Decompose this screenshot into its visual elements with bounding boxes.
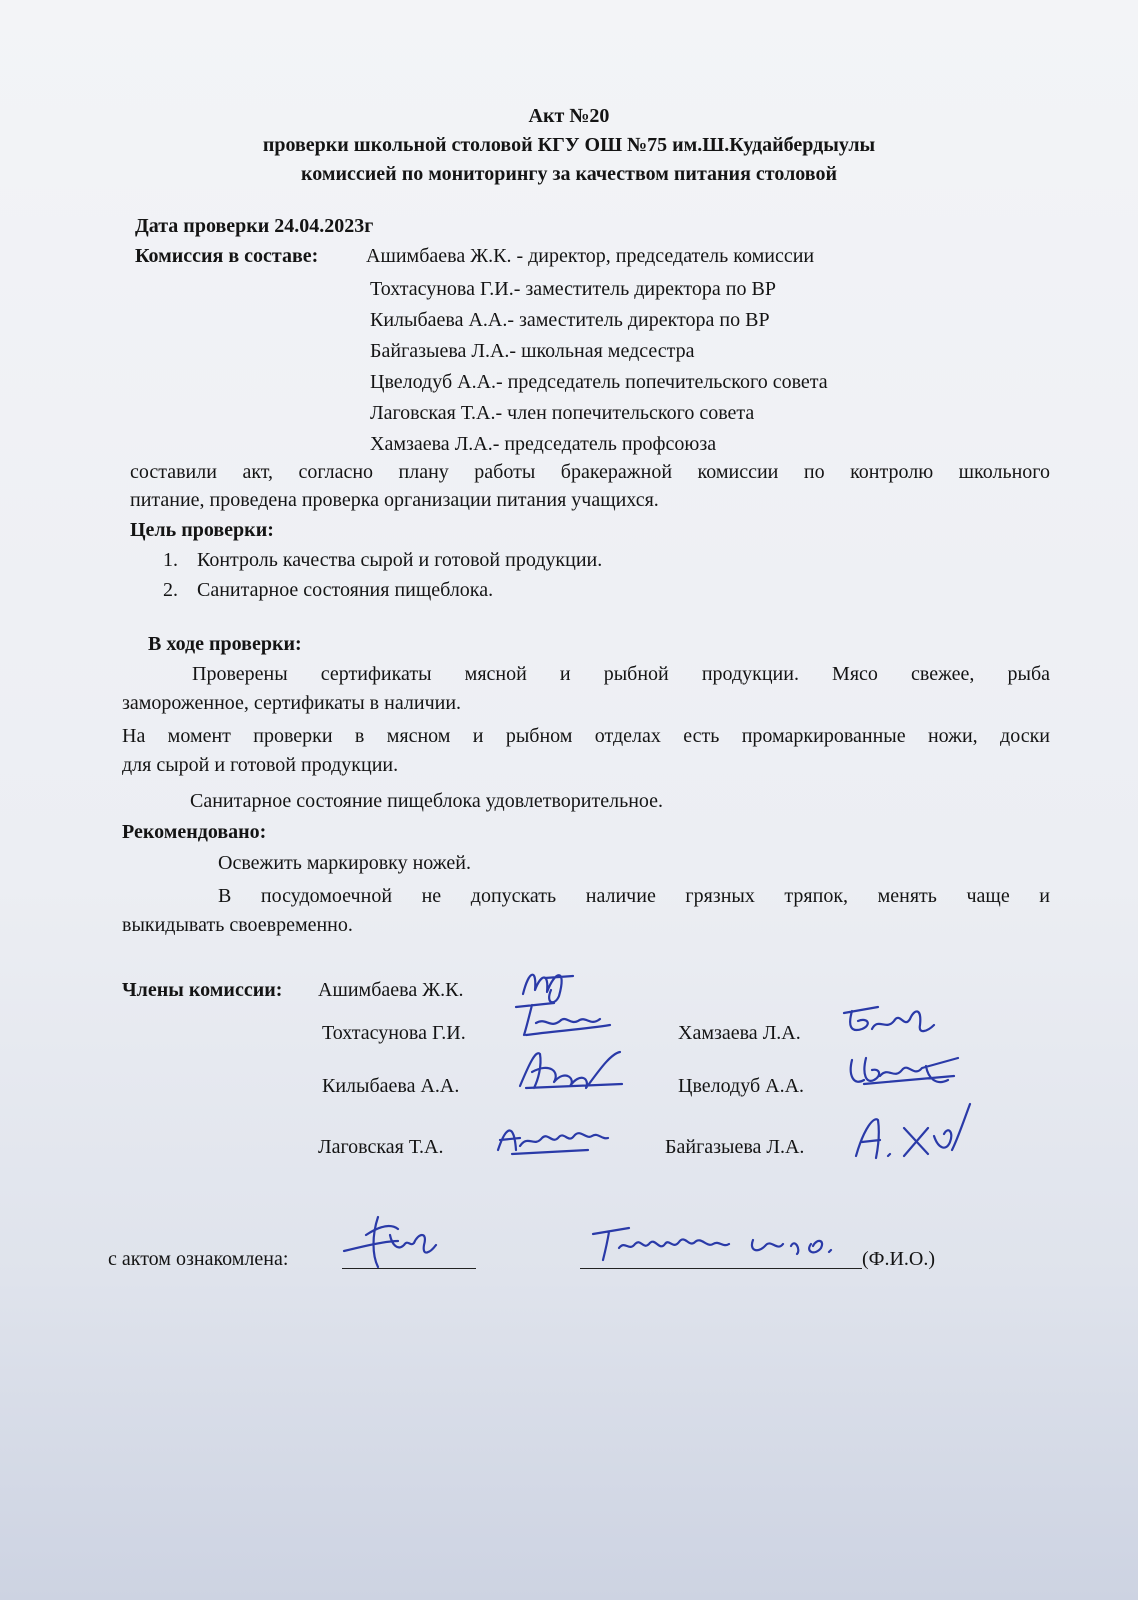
inspection-text: для сырой и готовой продукции.: [122, 754, 399, 776]
acknowledge-label: с актом ознакомлена:: [108, 1248, 289, 1270]
recommendation: выкидывать своевременно.: [122, 914, 353, 936]
signatory-name: Цвелодуб А.А.: [678, 1075, 805, 1097]
signature-mark: [838, 995, 938, 1045]
recommendation: В посудомоечной не допускать наличие грязных тряпок, менять чаще и: [218, 885, 1050, 907]
handwritten-name: [585, 1218, 855, 1270]
goal-item-number: 1.: [163, 549, 178, 571]
signature-mark: [848, 1098, 978, 1168]
commission-member: Цвелодуб А.А.- председатель попечительского совета: [370, 371, 828, 393]
inspection-text: Санитарное состояние пищеблока удовлетворительное.: [190, 790, 664, 812]
inspection-label: В ходе проверки:: [148, 633, 302, 655]
commission-member: Лаговская Т.А.- член попечительского совета: [370, 402, 755, 424]
goal-item: Контроль качества сырой и готовой продукции.: [197, 549, 603, 571]
commission-member: Байгазыева Л.А.- школьная медсестра: [370, 340, 695, 362]
signatory-name: Ашимбаева Ж.К.: [318, 979, 464, 1001]
commission-member: Хамзаева Л.А.- председатель профсоюза: [370, 433, 717, 455]
inspection-text: На момент проверки в мясном и рыбном отделах есть промаркированные ножи, доски: [122, 725, 1050, 747]
commission-member: Ашимбаева Ж.К. - директор, председатель комиссии: [366, 245, 815, 267]
recommendation: Освежить маркировку ножей.: [218, 852, 471, 874]
goal-item-number: 2.: [163, 579, 178, 601]
members-label: Члены комиссии:: [122, 979, 283, 1001]
signatory-name: Лаговская Т.А.: [318, 1136, 444, 1158]
inspection-date: Дата проверки 24.04.2023г: [135, 215, 374, 237]
signatory-name: Байгазыева Л.А.: [665, 1136, 805, 1158]
signatory-name: Хамзаева Л.А.: [678, 1022, 801, 1044]
signature-mark: [510, 1042, 630, 1097]
signature-mark: [506, 995, 616, 1045]
signature-mark: [844, 1046, 964, 1096]
inspection-text: замороженное, сертификаты в наличии.: [122, 692, 462, 714]
goal-label: Цель проверки:: [130, 519, 274, 541]
recommended-label: Рекомендовано:: [122, 821, 267, 843]
commission-label: Комиссия в составе:: [135, 245, 319, 267]
signatory-name: Тохтасунова Г.И.: [322, 1022, 466, 1044]
inspection-text: Проверены сертификаты мясной и рыбной продукции. Мясо свежее, рыба: [192, 663, 1050, 685]
document-title: Акт №20: [528, 105, 610, 127]
commission-member: Тохтасунова Г.И.- заместитель директора по ВР: [370, 278, 776, 300]
goal-item: Санитарное состояния пищеблока.: [197, 579, 494, 601]
signature-mark: [492, 1110, 612, 1160]
commission-member: Килыбаева А.А.- заместитель директора по ВР: [370, 309, 770, 331]
document-subtitle-2: комиссией по мониторингу за качеством питания столовой: [301, 163, 837, 185]
intro-line: питание, проведена проверка организации питания учащихся.: [130, 489, 659, 511]
document-subtitle: проверки школьной столовой КГУ ОШ №75 им.Ш.Кудайбердыулы: [262, 134, 876, 156]
intro-line: составили акт, согласно плану работы бракеражной комиссии по контролю школьного: [130, 461, 1050, 483]
signatory-name: Килыбаева А.А.: [322, 1075, 460, 1097]
signature-mark: [338, 1205, 458, 1275]
fio-label: (Ф.И.О.): [862, 1248, 936, 1270]
